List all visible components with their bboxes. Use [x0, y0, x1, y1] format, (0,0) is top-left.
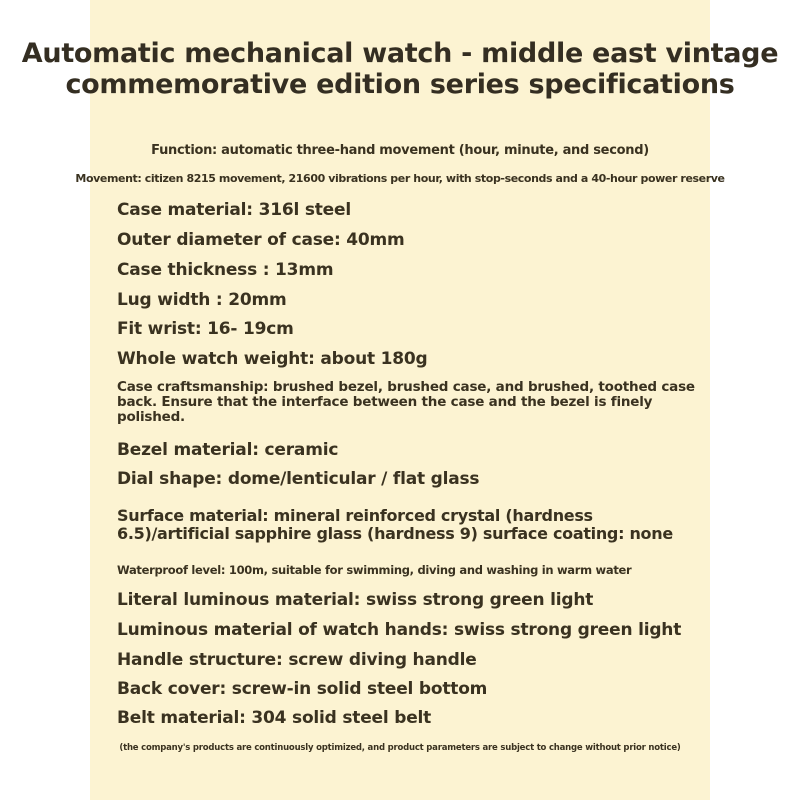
spec-case-thickness: Case thickness : 13mm	[117, 260, 334, 280]
page-title	[0, 38, 800, 100]
spec-movement: Movement: citizen 8215 movement, 21600 vibrations per hour, with stop-seconds and a 40-hour power reserve	[75, 172, 725, 185]
spec-back-cover: Back cover: screw-in solid steel bottom	[117, 679, 488, 699]
spec-fit-wrist: Fit wrist: 16- 19cm	[117, 319, 294, 339]
spec-outer-diameter: Outer diameter of case: 40mm	[117, 230, 405, 250]
spec-handle-structure: Handle structure: screw diving handle	[117, 650, 477, 670]
spec-weight: Whole watch weight: about 180g	[117, 349, 428, 369]
spec-lug-width: Lug width : 20mm	[117, 290, 287, 310]
spec-bezel-material: Bezel material: ceramic	[117, 440, 339, 460]
spec-waterproof: Waterproof level: 100m, suitable for swimming, diving and washing in warm water	[117, 563, 632, 577]
spec-case-material: Case material: 316l steel	[117, 200, 351, 220]
spec-dial-shape: Dial shape: dome/lenticular / flat glass	[117, 469, 480, 489]
spec-function: Function: automatic three-hand movement (hour, minute, and second)	[151, 143, 649, 158]
spec-craftsmanship: Case craftsmanship: brushed bezel, brushed case, and brushed, toothed case back. Ensure that the interface between the case and the bezel is finely polished.	[117, 379, 695, 425]
spec-surface-material: Surface material: mineral reinforced crystal (hardness 6.5)/artificial sapphire glass (hardness 9) surface coating: none	[117, 506, 673, 543]
title-line-2: commemorative edition series specifications	[65, 69, 735, 100]
spec-literal-luminous: Literal luminous material: swiss strong green light	[117, 590, 594, 610]
footnote: (the company's products are continuously optimized, and product parameters are subject to change without prior notice)	[119, 743, 681, 753]
spec-hands-luminous: Luminous material of watch hands: swiss strong green light	[117, 620, 682, 640]
title-line-1: Automatic mechanical watch - middle east vintage	[21, 38, 779, 69]
spec-belt-material: Belt material: 304 solid steel belt	[117, 708, 432, 728]
